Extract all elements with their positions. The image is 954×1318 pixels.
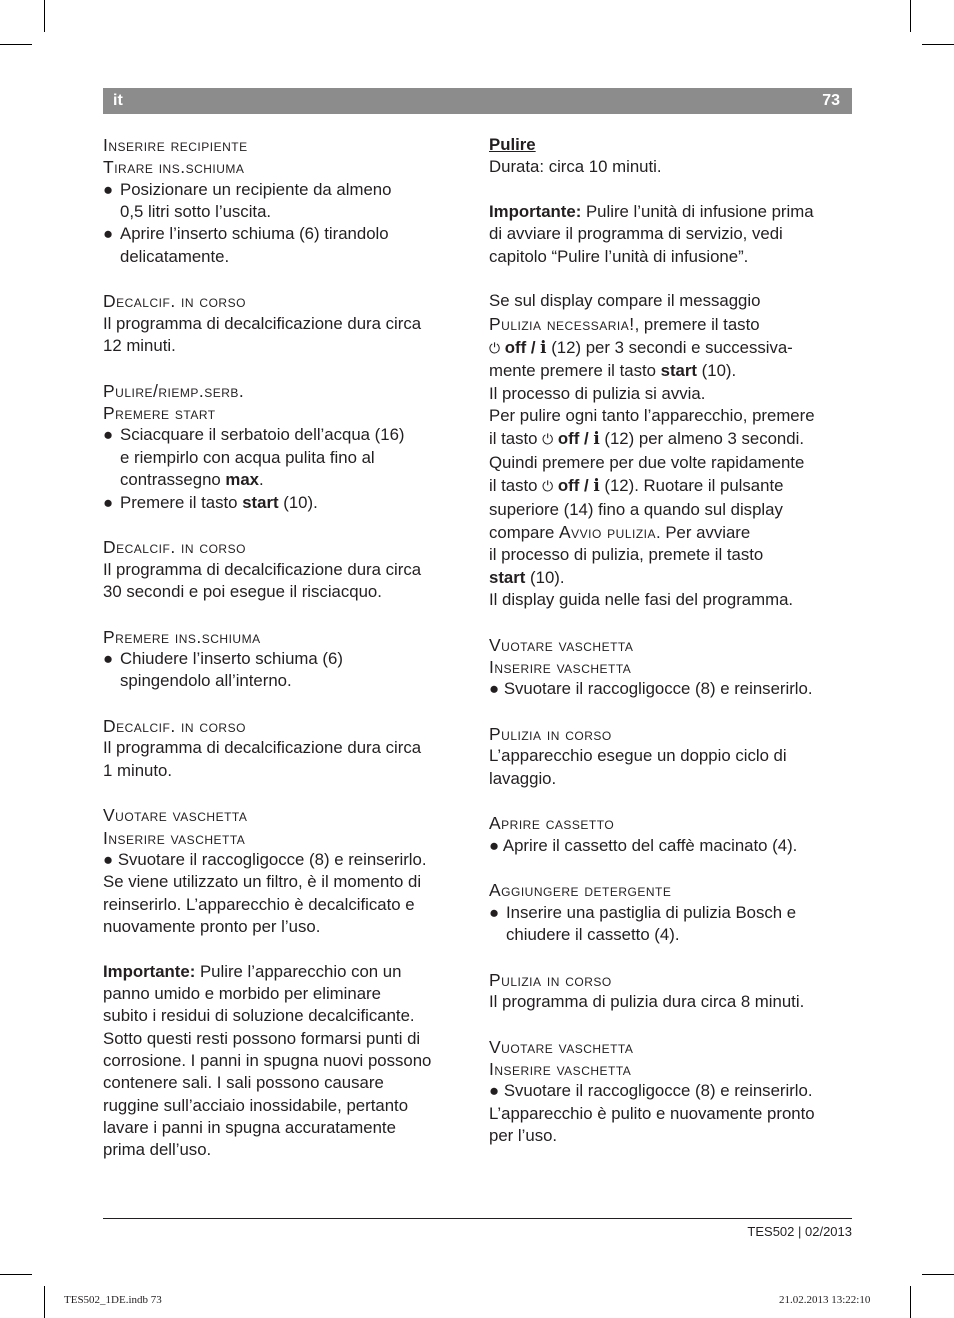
body-text: ⏻ off / i (12) per 3 secondi e successiva-: [489, 337, 793, 358]
body-text: Quindi premere per due volte rapidamente: [489, 452, 805, 472]
body-text: il tasto ⏻ off / i (12). Ruotare il pulsante: [489, 475, 784, 496]
bullet-icon: ●: [103, 492, 114, 512]
bullet-icon: ●: [103, 850, 114, 869]
bullet-icon: ●: [489, 835, 500, 855]
crop-mark: [44, 1286, 45, 1318]
body-text: per l’uso.: [489, 1126, 558, 1146]
crop-mark: [910, 0, 911, 32]
display-message-heading: Inserire recipiente: [103, 135, 248, 155]
body-text: corrosione. I panni in spugna nuovi possono: [103, 1051, 432, 1071]
body-text: Il processo di pulizia si avvia.: [489, 383, 706, 403]
body-text: compare Avvio pulizia. Per avviare: [489, 521, 751, 542]
display-message-heading: Decalcif. in corso: [103, 291, 246, 312]
body-text: 30 secondi e poi esegue il risciacquo.: [103, 581, 382, 601]
power-drop-icon: ⏻: [489, 341, 501, 358]
body-text: di avviare il programma di servizio, vedi: [489, 224, 783, 244]
bullet-item-continuation: 0,5 litri sotto l’uscita.: [120, 202, 272, 222]
bullet-icon: ●: [103, 425, 114, 445]
body-text: Pulizia necessaria!, premere il tasto: [489, 313, 760, 334]
important-note: Importante: Pulire l’apparecchio con un: [103, 961, 402, 981]
body-text: nuovamente pronto per l’uso.: [103, 917, 321, 937]
section-title: Pulire: [489, 135, 536, 154]
bullet-icon: ●: [103, 224, 114, 244]
print-slug-file: TES502_1DE.indb 73: [64, 1294, 162, 1306]
bullet-item-continuation: delicatamente.: [120, 246, 230, 266]
display-message-heading: Vuotare vaschetta: [103, 805, 248, 826]
info-icon: i: [593, 475, 600, 496]
important-note: Importante: Pulire l’unità di infusione prima: [489, 202, 814, 222]
body-text: Sotto questi resti possono formarsi punti di: [103, 1028, 421, 1048]
display-message-heading: Premere start: [103, 403, 216, 424]
bullet-item: ● Posizionare un recipiente da almeno: [103, 179, 468, 201]
power-drop-icon: ⏻: [542, 432, 554, 449]
bullet-icon: ●: [489, 679, 500, 699]
display-message-heading: Premere ins.schiuma: [103, 626, 261, 647]
body-text: L’apparecchio esegue un doppio ciclo di: [489, 746, 787, 766]
bullet-item-continuation: contrassegno max.: [120, 470, 264, 490]
display-message-heading: Vuotare vaschetta: [489, 1036, 634, 1057]
info-icon: i: [593, 428, 600, 449]
display-message-heading: Pulizia in corso: [489, 723, 612, 744]
body-text: mente premere il tasto start (10).: [489, 361, 737, 381]
body-text: Se sul display compare il messaggio: [489, 291, 761, 311]
bullet-item: ● Svuotare il raccogligocce (8) e reinserirlo.: [489, 679, 813, 699]
bullet-icon: ●: [103, 179, 114, 199]
body-text: Per pulire ogni tanto l’apparecchio, premere: [489, 406, 815, 426]
body-text: il tasto ⏻ off / i (12) per almeno 3 secondi.: [489, 428, 804, 449]
body-text: L’apparecchio è pulito e nuovamente pronto: [489, 1103, 815, 1123]
body-text: superiore (14) fino a quando sul display: [489, 499, 783, 519]
display-message-heading: Decalcif. in corso: [103, 715, 246, 736]
right-column: [489, 134, 854, 1147]
body-text: Il display guida nelle fasi del programma.: [489, 589, 794, 609]
bullet-item-continuation: chiudere il cassetto (4).: [506, 925, 680, 945]
bullet-item: ● Inserire una pastiglia di pulizia Bosch e: [489, 902, 854, 924]
display-message-heading: Pulire/riemp.serb.: [103, 380, 245, 401]
crop-mark: [44, 0, 45, 32]
footer-divider: [103, 1218, 852, 1219]
bullet-item-continuation: spingendolo all’interno.: [120, 671, 292, 691]
display-message-heading: Inserire vaschetta: [489, 1059, 632, 1080]
bullet-item: ● Sciacquare il serbatoio dell’acqua (16): [103, 424, 468, 446]
display-message-heading: Inserire vaschetta: [103, 827, 246, 848]
body-text: capitolo “Pulire l’unità di infusione”.: [489, 246, 749, 266]
body-text: ruggine sull’acciaio inossidabile, pertanto: [103, 1095, 409, 1115]
crop-mark: [0, 1274, 32, 1275]
page-number: 73: [822, 92, 840, 109]
display-message-heading: Decalcif. in corso: [103, 537, 246, 558]
crop-mark: [922, 44, 954, 45]
bullet-item-continuation: e riempirlo con acqua pulita fino al: [120, 447, 375, 467]
crop-mark: [910, 1286, 911, 1318]
page-header-bar: [103, 88, 852, 114]
footer-model-code: TES502 | 02/2013: [747, 1224, 852, 1239]
bullet-item: ● Aprire l’inserto schiuma (6) tirandolo: [103, 223, 468, 245]
body-text: Durata: circa 10 minuti.: [489, 157, 662, 177]
body-text: Il programma di decalcificazione dura circa: [103, 738, 422, 758]
body-text: 1 minuto.: [103, 760, 173, 780]
power-drop-icon: ⏻: [542, 479, 554, 496]
crop-mark: [0, 44, 32, 45]
bullet-icon: ●: [103, 648, 114, 668]
print-slug-date: 21.02.2013 13:22:10: [779, 1294, 871, 1306]
display-message-heading: Tirare ins.schiuma: [103, 157, 245, 178]
display-message-heading: Aprire cassetto: [489, 813, 615, 834]
body-text: Il programma di decalcificazione dura circa: [103, 559, 422, 579]
bullet-item: ● Svuotare il raccogligocce (8) e reinserirlo.: [103, 850, 427, 869]
body-text: Se viene utilizzato un filtro, è il momento di: [103, 872, 422, 892]
display-message-heading: Pulizia in corso: [489, 969, 612, 990]
body-text: lavaggio.: [489, 768, 557, 788]
bullet-icon: ●: [489, 1081, 500, 1101]
display-message-heading: Aggiungere detergente: [489, 880, 672, 901]
body-text: 12 minuti.: [103, 336, 176, 356]
language-code: it: [113, 92, 123, 109]
body-text: start (10).: [489, 567, 565, 587]
info-icon: i: [540, 337, 547, 358]
display-message-heading: Inserire vaschetta: [489, 656, 632, 677]
bullet-item: ● Aprire il cassetto del caffè macinato (4).: [489, 835, 798, 855]
body-text: panno umido e morbido per eliminare: [103, 984, 381, 1004]
body-text: subito i residui di soluzione decalcificante.: [103, 1006, 415, 1026]
crop-mark: [922, 1274, 954, 1275]
body-text: il processo di pulizia, premete il tasto: [489, 545, 764, 565]
body-text: Il programma di pulizia dura circa 8 minuti.: [489, 992, 805, 1012]
display-message-heading: Vuotare vaschetta: [489, 634, 634, 655]
body-text: reinserirlo. L’apparecchio è decalcificato e: [103, 894, 415, 914]
left-column: [103, 134, 468, 1162]
body-text: prima dell’uso.: [103, 1140, 212, 1160]
body-text: Il programma di decalcificazione dura circa: [103, 313, 422, 333]
bullet-icon: ●: [489, 902, 500, 922]
bullet-item: ● Svuotare il raccogligocce (8) e reinserirlo.: [489, 1081, 813, 1101]
bullet-item: ● Chiudere l’inserto schiuma (6): [103, 648, 468, 670]
body-text: contenere sali. I sali possono causare: [103, 1073, 384, 1093]
bullet-item: ● Premere il tasto start (10).: [103, 492, 468, 514]
body-text: lavare i panni in spugna accuratamente: [103, 1118, 396, 1138]
